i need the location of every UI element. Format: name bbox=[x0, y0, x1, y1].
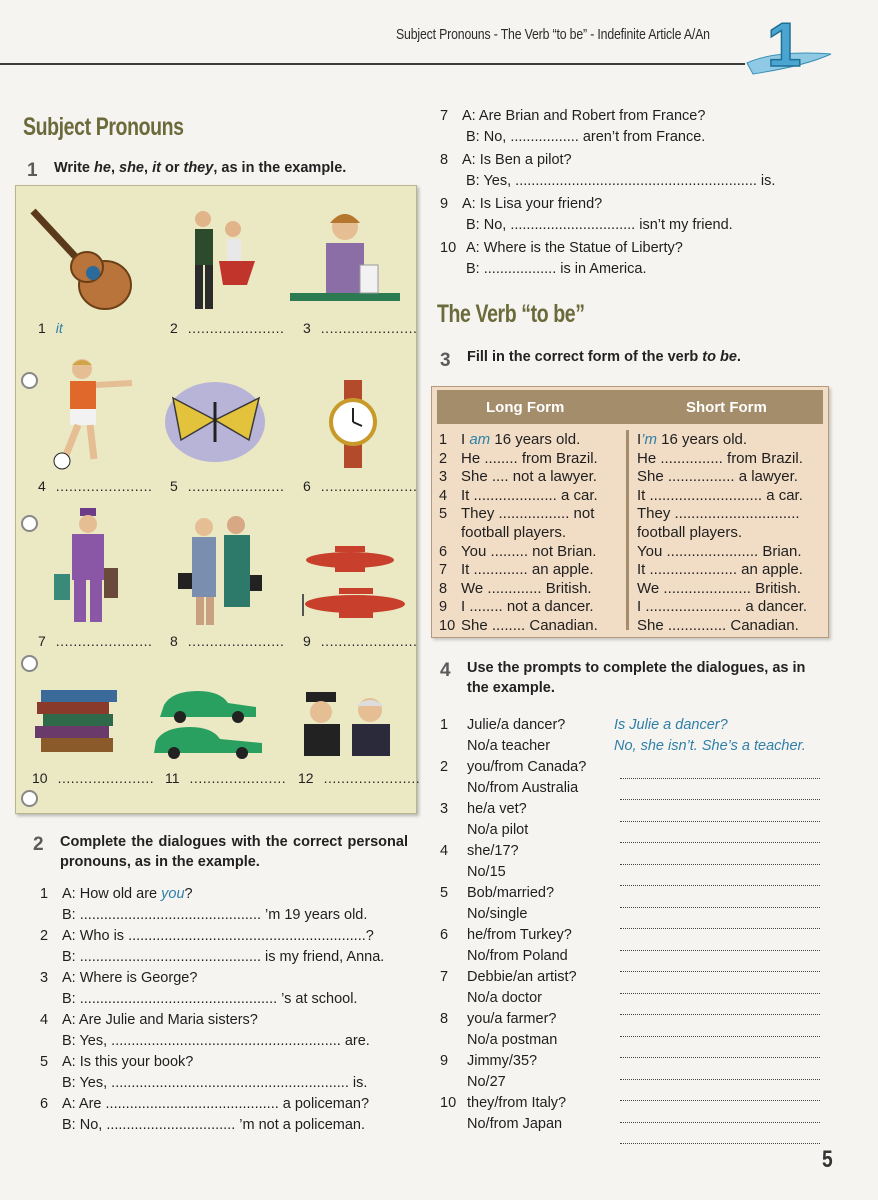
unit-number: 1 bbox=[767, 11, 802, 78]
dialogue-item: 3 A: Where is George? bbox=[40, 970, 198, 986]
verb-row: 3 She .... not a lawyer. bbox=[439, 468, 597, 486]
answer-line[interactable] bbox=[620, 800, 820, 822]
verb-row: 7 It ............. an apple. bbox=[439, 561, 594, 579]
footballer-illustration bbox=[50, 355, 140, 470]
prompt-answer: No/27 bbox=[467, 1074, 506, 1090]
verb-row: I ....................... a dancer. bbox=[637, 598, 808, 616]
porter-illustration bbox=[50, 508, 130, 626]
prompt-question: 2 you/from Canada? bbox=[440, 759, 587, 775]
prompt-question: 5 Bob/married? bbox=[440, 885, 555, 901]
verb-row: football players. bbox=[637, 523, 743, 541]
verb-row: 9 I ........ not a dancer. bbox=[439, 598, 594, 616]
answer-line[interactable] bbox=[620, 822, 820, 843]
section-title-subject-pronouns: Subject Pronouns bbox=[23, 113, 184, 141]
dialogue-reply: B: ............................................. ’m 19 years old. bbox=[62, 907, 368, 923]
prompt-question: 4 she/17? bbox=[440, 843, 519, 859]
verb-row: football players. bbox=[461, 523, 567, 541]
verb-row: 2 He ........ from Brazil. bbox=[439, 449, 598, 467]
picture-label: 4 ...................... bbox=[38, 478, 153, 494]
answer-line[interactable] bbox=[620, 886, 820, 908]
long-form-column bbox=[439, 431, 625, 636]
dialogue-reply: B: Yes, ......................................................... are. bbox=[62, 1033, 370, 1049]
prompt-answer: No/single bbox=[467, 906, 528, 922]
exercise-4-instruction: Use the prompts to complete the dialogues, as in the example. bbox=[467, 660, 806, 696]
verb-row: 5 They ................. not bbox=[439, 505, 595, 523]
prompt-question: 10 they/from Italy? bbox=[440, 1095, 567, 1111]
dialogue-reply: B: .................. is in America. bbox=[466, 261, 647, 277]
verb-row: He ............... from Brazil. bbox=[637, 449, 803, 467]
verb-row: It ........................... a car. bbox=[637, 486, 803, 504]
exercise-1-number: 1 bbox=[27, 160, 38, 181]
verb-row: 4 It .................... a car. bbox=[439, 486, 598, 504]
verb-row: 10 She ........ Canadian. bbox=[439, 616, 598, 634]
dialogue-reply: B: Yes, ............................................................ is. bbox=[466, 173, 776, 189]
answer-line[interactable] bbox=[620, 929, 820, 951]
picture-label: 8 ...................... bbox=[170, 633, 285, 649]
binder-hole bbox=[21, 655, 38, 672]
prompt-question: 3 he/a vet? bbox=[440, 801, 527, 817]
cars-illustration bbox=[150, 685, 270, 765]
answer-line[interactable] bbox=[620, 843, 820, 865]
dialogue-item: 6 A: Are ........................................... a policeman? bbox=[40, 1096, 370, 1112]
dialogue-reply: B: ............................................. is my friend, Anna. bbox=[62, 949, 385, 965]
prompt-question: 8 you/a farmer? bbox=[440, 1011, 557, 1027]
guitar-illustration bbox=[25, 205, 135, 315]
dialogue-item: 7 A: Are Brian and Robert from France? bbox=[440, 108, 706, 124]
dialogue-reply: B: Yes, ........................................................... is. bbox=[62, 1075, 368, 1091]
picture-label: 10 ...................... bbox=[32, 770, 155, 786]
example-answer-reply: No, she isn’t. She’s a teacher. bbox=[614, 738, 806, 754]
picture-label: 7 ...................... bbox=[38, 633, 153, 649]
chapter-title: Subject Pronouns - The Verb “to be” - Indefinite Article A/An bbox=[396, 26, 710, 43]
answer-line[interactable] bbox=[620, 757, 820, 779]
short-form-header: Short Form bbox=[686, 399, 767, 416]
picture-label: 12 ...................... bbox=[298, 770, 421, 786]
verb-table-header bbox=[437, 390, 823, 424]
books-illustration bbox=[35, 688, 120, 758]
answers-column bbox=[614, 715, 824, 757]
binder-hole bbox=[21, 372, 38, 389]
answer-line[interactable] bbox=[620, 779, 820, 800]
section-title-verb-to-be: The Verb “to be” bbox=[437, 300, 585, 328]
verb-row: 8 We ............. British. bbox=[439, 579, 592, 597]
men-illustration bbox=[300, 688, 400, 758]
dialogue-reply: B: No, ................................ ’m not a policeman. bbox=[62, 1117, 365, 1133]
answer-line[interactable] bbox=[620, 994, 820, 1015]
page-number: 5 bbox=[822, 1146, 833, 1173]
exercise-3-number: 3 bbox=[440, 350, 451, 371]
prompt-question: 6 he/from Turkey? bbox=[440, 927, 572, 943]
exercise-2-number: 2 bbox=[33, 834, 44, 855]
binder-hole bbox=[21, 515, 38, 532]
prompt-question: 9 Jimmy/35? bbox=[440, 1053, 538, 1069]
picture-label: 11 ...................... bbox=[165, 770, 287, 786]
prompt-answer: No/from Australia bbox=[467, 780, 579, 796]
dialogue-reply: B: No, ................. aren’t from France. bbox=[466, 129, 706, 145]
answer-line[interactable] bbox=[620, 1058, 820, 1080]
verb-row: 6 You ......... not Brian. bbox=[439, 542, 597, 560]
verb-row: We ..................... British. bbox=[637, 579, 801, 597]
exercise-4-number: 4 bbox=[440, 660, 451, 681]
prompt-answer: No/from Poland bbox=[467, 948, 568, 964]
planes-illustration bbox=[295, 540, 410, 630]
prompts-column bbox=[440, 715, 590, 1135]
couple-illustration bbox=[178, 515, 263, 630]
verb-row: She .............. Canadian. bbox=[637, 616, 799, 634]
butterfly-illustration bbox=[163, 380, 268, 465]
prompt-question: 7 Debbie/an artist? bbox=[440, 969, 577, 985]
dialogue-item: 9 A: Is Lisa your friend? bbox=[440, 196, 603, 212]
example-answer-question: Is Julie a dancer? bbox=[614, 717, 728, 733]
answer-line[interactable] bbox=[620, 972, 820, 994]
dialogue-item: 8 A: Is Ben a pilot? bbox=[440, 152, 572, 168]
picture-label: 3 ...................... bbox=[303, 320, 418, 336]
prompt-question: 1 Julie/a dancer? bbox=[440, 717, 566, 733]
watch-illustration bbox=[328, 380, 388, 470]
verb-row: 1 I am 16 years old. bbox=[439, 431, 581, 448]
dialogue-item: 2 A: Who is ...........................................................? bbox=[40, 928, 374, 944]
short-form-column bbox=[637, 431, 823, 636]
unit-badge bbox=[745, 8, 835, 78]
dancers-illustration bbox=[175, 205, 265, 315]
answer-line[interactable] bbox=[620, 1080, 820, 1101]
dialogue-item: 1 A: How old are you? bbox=[40, 886, 193, 902]
dialogue-reply: B: No, ............................... isn’t my friend. bbox=[466, 217, 733, 233]
answer-line[interactable] bbox=[620, 1123, 820, 1144]
dialogue-item: 5 A: Is this your book? bbox=[40, 1054, 194, 1070]
picture-label: 5 ...................... bbox=[170, 478, 285, 494]
prompt-answer: No/15 bbox=[467, 864, 506, 880]
exercise-3-instruction: Fill in the correct form of the verb to be. bbox=[467, 349, 741, 365]
verb-row: You ...................... Brian. bbox=[637, 542, 802, 560]
prompt-answer: No/a teacher bbox=[467, 738, 551, 754]
answer-line[interactable] bbox=[620, 865, 820, 886]
answer-line[interactable] bbox=[620, 908, 820, 929]
answer-line[interactable] bbox=[620, 1101, 820, 1123]
dialogue-item: 4 A: Are Julie and Maria sisters? bbox=[40, 1012, 258, 1028]
answer-lines bbox=[620, 757, 820, 1144]
exercise-continued-list bbox=[440, 106, 840, 280]
picture-label: 2 ...................... bbox=[170, 320, 285, 336]
answer-line[interactable] bbox=[620, 1015, 820, 1037]
verb-row: They .............................. bbox=[637, 505, 800, 523]
waitress-illustration bbox=[290, 205, 400, 315]
picture-label: 9 ...................... bbox=[303, 633, 418, 649]
verb-table-divider bbox=[626, 430, 629, 630]
answer-line[interactable] bbox=[620, 951, 820, 972]
prompt-answer: No/a pilot bbox=[467, 822, 529, 838]
picture-label: 1 it bbox=[38, 320, 63, 336]
exercise-2-list bbox=[40, 884, 410, 1136]
binder-hole bbox=[21, 790, 38, 807]
verb-row: She ................ a lawyer. bbox=[637, 468, 798, 486]
exercise-1-instruction: Write he, she, it or they, as in the example. bbox=[54, 160, 347, 176]
header-rule bbox=[0, 63, 745, 65]
prompt-answer: No/from Japan bbox=[467, 1116, 563, 1132]
long-form-header: Long Form bbox=[486, 399, 565, 416]
answer-line[interactable] bbox=[620, 1037, 820, 1058]
prompt-answer: No/a postman bbox=[467, 1032, 558, 1048]
prompt-answer: No/a doctor bbox=[467, 990, 542, 1006]
verb-row: I’m 16 years old. bbox=[637, 431, 748, 448]
dialogue-reply: B: ................................................. ’s at school. bbox=[62, 991, 358, 1007]
picture-label: 6 ...................... bbox=[303, 478, 418, 494]
dialogue-item: 10 A: Where is the Statue of Liberty? bbox=[440, 240, 683, 256]
exercise-2-instruction: Complete the dialogues with the correct personal pronouns, as in the example. bbox=[60, 834, 408, 870]
verb-row: It ..................... an apple. bbox=[637, 561, 803, 579]
